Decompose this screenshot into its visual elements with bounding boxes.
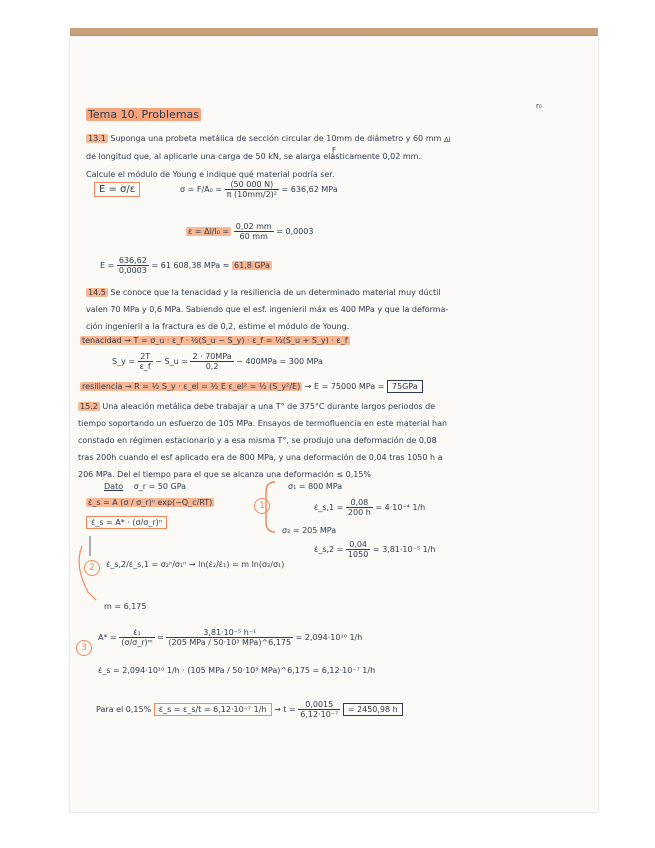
- final-time-calc: Para el 0,15% ε̇_s = ε_s/t = 6,12·10⁻⁷ 1/h → t = $\frac{0,0015}{\text{6,12·10⁻⁷}}$ = 2450,98 h: [96, 700, 403, 719]
- problem-2-line3: ción ingenieril a la fractura es de 0,2, estime el módulo de Young.: [86, 322, 350, 331]
- problem-1-line3: Calcule el módulo de Young e indique qué material podría ser.: [86, 170, 335, 179]
- problem-3-line4: tras 200h cuando el esf aplicado era de 800 MPa, y una deformación de 0,04 tras 1050 h a: [78, 453, 443, 462]
- notebook-page: [70, 36, 598, 812]
- step-circle-2: 2: [84, 560, 100, 576]
- problem-3-line2: tiempo soportando un esfuerzo de 105 MPa. Ensayos de termofluencia en este material han: [78, 419, 448, 428]
- m-result: m = 6,175: [104, 602, 147, 611]
- rate1-calc: ε̇_s,1 = $\frac{0,08}{200 h}$ = 4·10⁻⁴ 1/h: [314, 498, 426, 517]
- steady-rate-calc: ε̇_s = 2,094·10¹⁰ 1/h · (105 MPa / 50·10³ MPa)^6,175 = 6,12·10⁻⁷ 1/h: [98, 666, 376, 675]
- scan-margin-left: [0, 0, 70, 848]
- problem-3-line1: 15.2 Una aleación metálica debe trabajar a una T° de 375°C durante largos periodos de: [80, 402, 436, 411]
- margin-note-dl: Δl: [444, 136, 451, 144]
- brace-shape: [266, 482, 275, 532]
- annotation-overlay: [70, 36, 598, 812]
- stress-calc: σ = F/A₀ = $\frac{(50 000 N)}{\text{π (10mm/2)²}}$ = 636,62 MPa: [180, 180, 338, 199]
- step-circle-1: 1: [254, 498, 270, 514]
- arrow-curve: [79, 546, 96, 600]
- margin-note-r0: r₀: [536, 102, 542, 110]
- sigma2-label: σ₂ = 205 MPa: [282, 526, 337, 535]
- formula-young: E = σ/ε: [94, 184, 140, 195]
- problem-1-line2: de longitud que, al aplicarle una carga de 50 kN, se alarga elásticamente 0,02 mm.: [86, 152, 421, 161]
- creep-eq-1: ε̇_s = A (σ / σ_r)ⁿ exp(−Q_c/RT): [88, 498, 213, 507]
- problem-1-line1: 13.1 Suponga una probeta metálica de sección circular de 10mm de diámetro y 60 mm: [88, 134, 442, 143]
- young-calc: E = $\frac{636,62}{0,0003}$ = 61 608,38 MPa ≈ 61,8 GPa: [100, 256, 270, 275]
- page-title: Tema 10. Problemas: [88, 108, 200, 121]
- a-star-calc: A* = $\frac{\text{ε̇₁}}{\text{(σ/σ\_r)ᵐ}}$ = $\frac{\text{3,81·10⁻⁵ h⁻¹}}{\text{(205 MPa / 50·10³ MPa)\textasciicircum{}6,175}}$ = 2,094·10¹⁰ 1/h: [98, 628, 363, 647]
- resilience-eq: resiliencia → R = ½ S_y · ε_el = ½ E ε_el² = ½ (S_y²/E) → E = 75000 MPa = 75GPa: [80, 382, 423, 391]
- problem-2-line1: 14.5 Se conoce que la tenacidad y la resiliencia de un determinado material muy dúctil: [88, 288, 441, 297]
- yield-calc: S_y = $\frac{2T}{\varepsilon\_f}$ − S_u = $\frac{\text{2 · 70MPa}}{0,2}$ − 400MPa = 300 MPa: [112, 352, 323, 371]
- data-given: Dato σ_r = 50 GPa: [104, 482, 187, 491]
- sigma1-label: σ₁ = 800 MPa: [288, 482, 343, 491]
- step-circle-3: 3: [76, 640, 92, 656]
- toughness-eq: tenacidad → T = σ_u · ε_f · ½(S_u − S_y) · ε_f = ½(S_u + S_y) · ε_f: [82, 336, 348, 345]
- problem-2-line2: valen 70 MPa y 0,6 MPa. Sabiendo que el esf. ingenieril máx es 400 MPa y que la deforma-: [86, 305, 449, 314]
- problem-3-line3: constado en régimen estacionario y a esa misma T°, se produjo una deformación de 0,08: [78, 436, 437, 445]
- margin-note-f: F: [332, 146, 337, 154]
- rate2-calc: ε̇_s,2 = $\frac{0,04}{1050}$ = 3,81·10⁻⁵ 1/h: [314, 540, 436, 559]
- scan-margin-right: [598, 0, 655, 848]
- creep-eq-2: ε̇_s = A* · (σ/σ_r)ⁿ: [86, 518, 167, 527]
- problem-3-line5: 206 MPa. Del el tiempo para el que se alcanza una deformación ≤ 0,15%: [78, 470, 372, 479]
- ratio-equation: ε̇_s,2/ε̇_s,1 = σ₂ⁿ/σ₁ⁿ → ln(ε̇₂/ε̇₁) = m ln(σ₂/σ₁): [106, 560, 285, 569]
- strain-calc: ε = Δl/l₀ = $\frac{0,02 mm}{60 mm}$ = 0,0003: [188, 222, 314, 241]
- scan-margin-bottom: [0, 812, 655, 848]
